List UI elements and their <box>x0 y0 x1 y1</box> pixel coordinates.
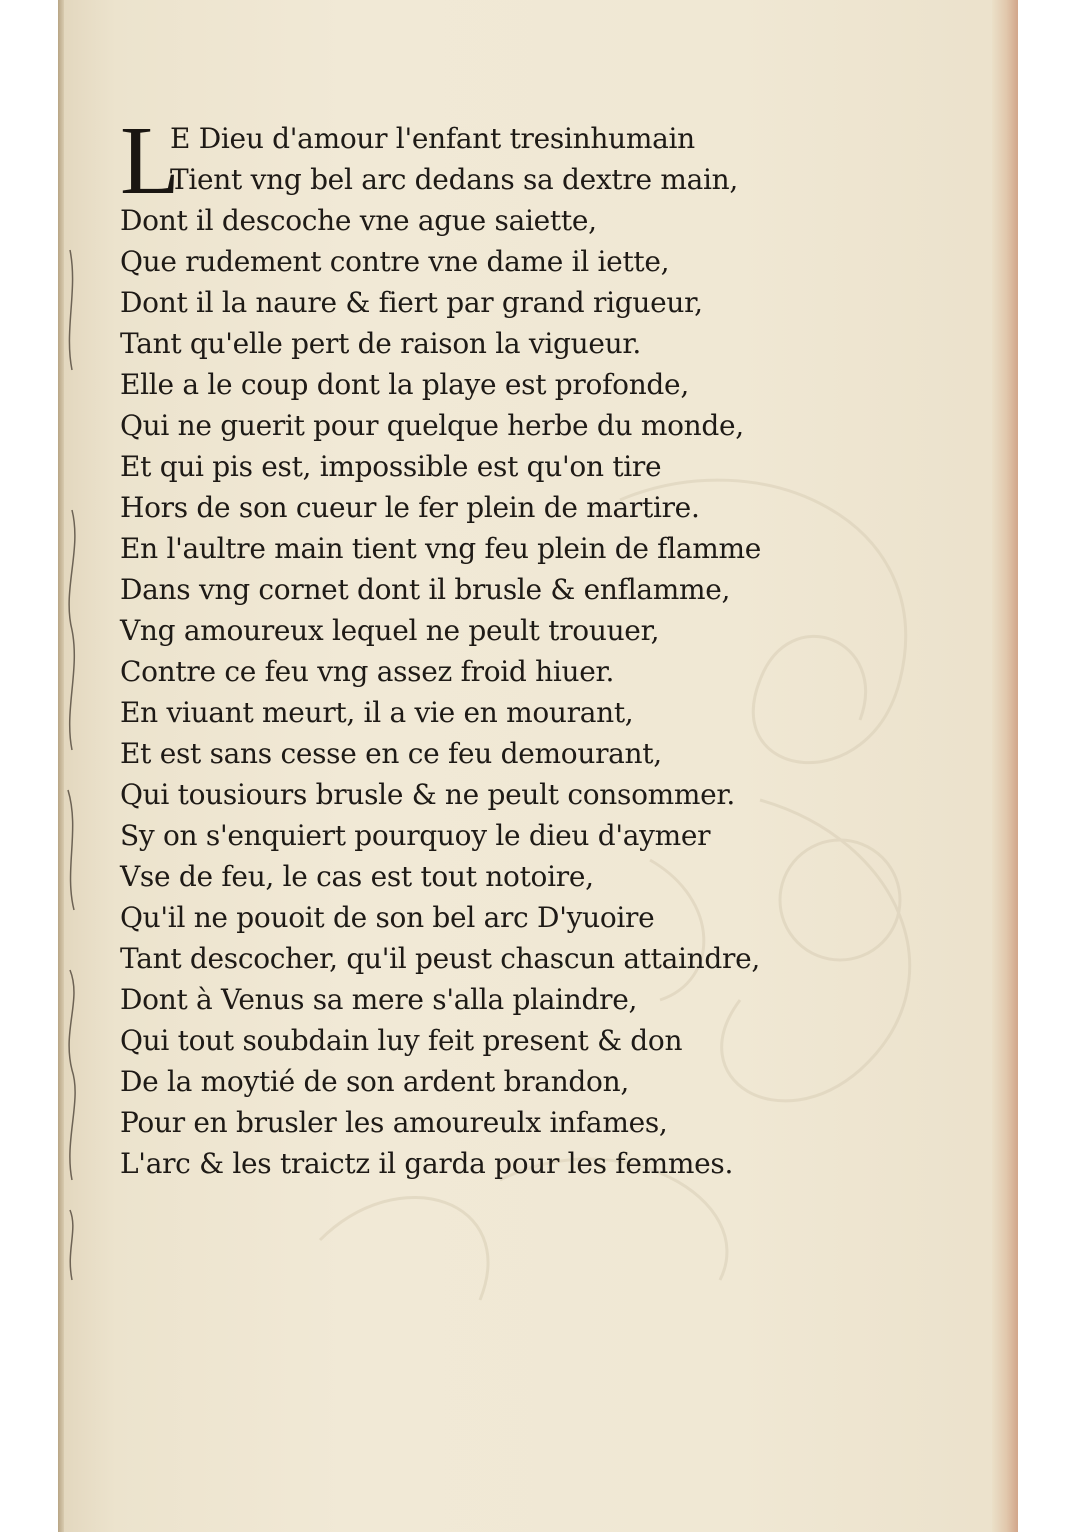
poem-line: L'arc & les traictz il garda pour les femmes. <box>120 1147 734 1180</box>
poem-line: Et qui pis est, impossible est qu'on tire <box>120 450 662 483</box>
poem-line: Dont il descoche vne ague saiette, <box>120 204 597 237</box>
poem-line: Tant descocher, qu'il peust chascun attaindre, <box>120 942 760 975</box>
poem-line: Tant qu'elle pert de raison la vigueur. <box>120 327 641 360</box>
poem-line: Et est sans cesse en ce feu demourant, <box>120 737 662 770</box>
gutter-ornament-show-through <box>60 150 86 1290</box>
poem-text <box>120 107 810 1184</box>
drop-cap-initial: L <box>120 107 180 215</box>
poem-line: Qu'il ne pouoit de son bel arc D'yuoire <box>120 901 655 934</box>
poem-line: Qui tousiours brusle & ne peult consommer. <box>120 778 736 811</box>
poem-line: Hors de son cueur le fer plein de martire. <box>120 491 700 524</box>
poem-line: Vng amoureux lequel ne peult trouuer, <box>120 614 660 647</box>
poem-line: E Dieu d'amour l'enfant tresinhumain <box>170 122 695 155</box>
poem-line: Dont à Venus sa mere s'alla plaindre, <box>120 983 638 1016</box>
poem-line: En l'aultre main tient vng feu plein de flamme <box>120 532 762 565</box>
poem-line: Elle a le coup dont la playe est profonde, <box>120 368 689 401</box>
poem-line: Contre ce feu vng assez froid hiuer. <box>120 655 615 688</box>
scan-margin-right <box>1018 0 1083 1532</box>
poem-line: Dont il la naure & fiert par grand rigueur, <box>120 286 703 319</box>
poem-line: Pour en brusler les amoureulx infames, <box>120 1106 668 1139</box>
poem-line: Tient vng bel arc dedans sa dextre main, <box>170 163 738 196</box>
poem-line: De la moytié de son ardent brandon, <box>120 1065 629 1098</box>
poem-line: Qui tout soubdain luy feit present & don <box>120 1024 683 1057</box>
poem-line: Dans vng cornet dont il brusle & enflamme, <box>120 573 731 606</box>
page-fore-edge <box>992 0 1018 1532</box>
poem-line: Que rudement contre vne dame il iette, <box>120 245 670 278</box>
poem-line: En viuant meurt, il a vie en mourant, <box>120 696 634 729</box>
poem-line: Sy on s'enquiert pourquoy le dieu d'aymer <box>120 819 711 852</box>
poem-line: Qui ne guerit pour quelque herbe du monde, <box>120 409 744 442</box>
poem-line: Vse de feu, le cas est tout notoire, <box>120 860 594 893</box>
scan-margin-left <box>0 0 58 1532</box>
